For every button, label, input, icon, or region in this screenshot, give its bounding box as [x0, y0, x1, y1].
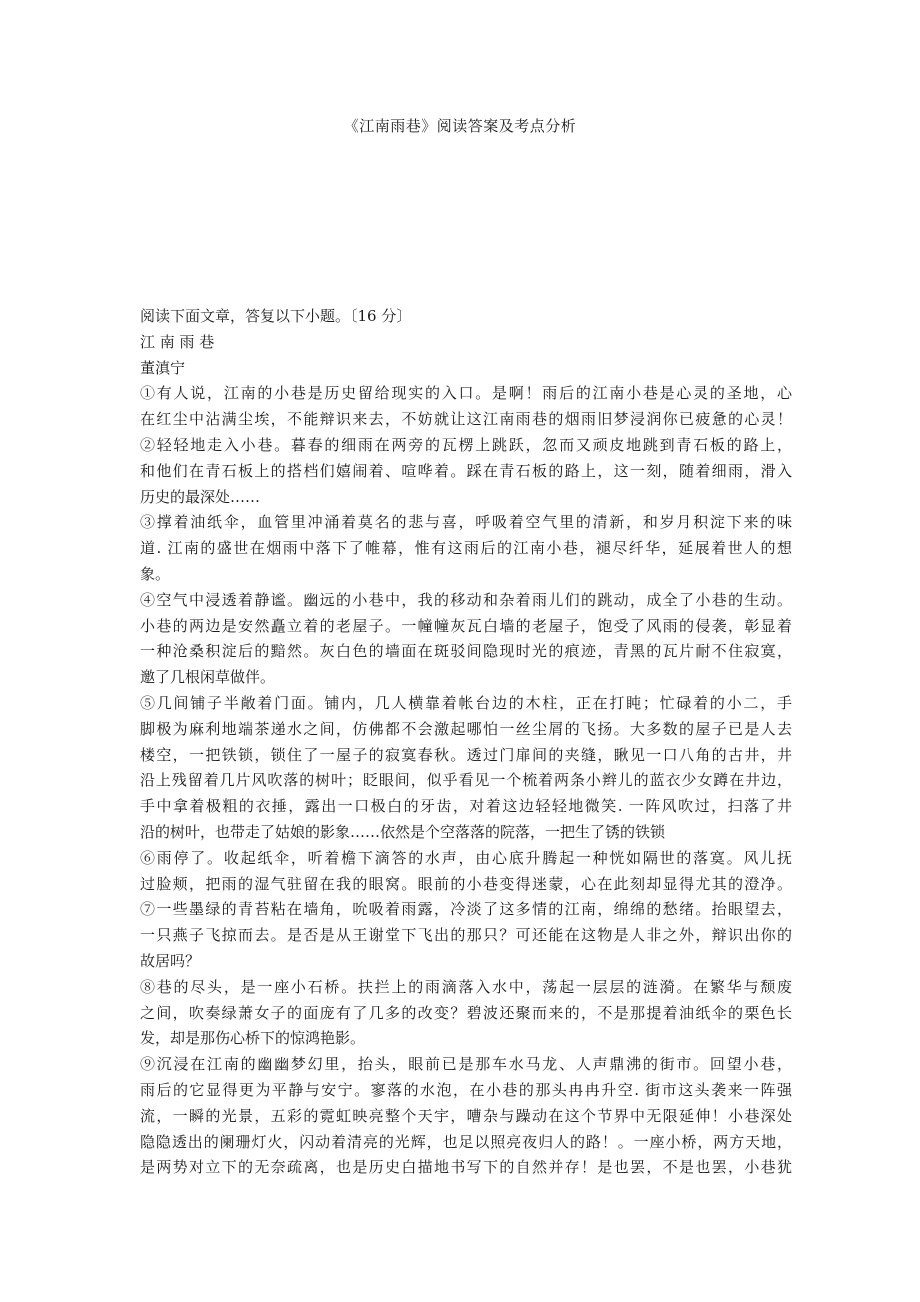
text-line: 流，一瞬的光景，五彩的霓虹映亮整个天宇，嘈杂与躁动在这个节界中无限延伸！小巷深处 [140, 1106, 792, 1125]
text-line: 楼空，一把铁锁，锁住了一屋子的寂寞春秋。透过门扉间的夹缝，瞅见一口八角的古井，井 [140, 745, 792, 764]
text-line: 一只燕子飞掠而去。是否是从王谢堂下飞出的那只？可还能在这物是人非之外，辩识出你的 [140, 926, 792, 945]
text-line: 阅读下面文章，答复以下小题。〔16 分〕 [140, 307, 412, 325]
text-line: ⑨沉浸在江南的幽幽梦幻里，抬头，眼前已是那车水马龙、人声鼎沸的街市。回望小巷， [140, 1055, 792, 1074]
text-line: 脚极为麻利地端茶递水之间，仿佛都不会激起哪怕一丝尘屑的飞扬。大多数的屋子已是人去 [140, 719, 792, 738]
text-line: 沿上残留着几片风吹落的树叶；眨眼间，似乎看见一个梳着两条小辫儿的蓝衣少女蹲在井边， [140, 771, 792, 790]
text-line: ①有人说，江南的小巷是历史留给现实的入口。是啊！雨后的江南小巷是心灵的圣地，心 [140, 384, 792, 403]
text-line: 隐隐透出的阑珊灯火，闪动着清亮的光辉，也足以照亮夜归人的路！。一座小桥，两方天地， [140, 1132, 792, 1151]
text-line: ②轻轻地走入小巷。暮春的细雨在两旁的瓦楞上跳跃，忽而又顽皮地跳到青石板的路上， [140, 435, 792, 454]
text-line: 雨后的它显得更为平静与安宁。寥落的水泡，在小巷的那头冉冉升空. 街市这头袭来一阵强 [140, 1080, 792, 1099]
text-line: 董滇宁 [140, 358, 186, 377]
text-line: ⑥雨停了。收起纸伞，听着檐下滴答的水声，由心底升腾起一种恍如隔世的落寞。风儿抚 [140, 848, 792, 867]
text-line: ④空气中浸透着静谧。幽远的小巷中，我的移动和杂着雨儿们的跳动，成全了小巷的生动。 [140, 590, 792, 609]
text-line: 手中拿着极粗的衣捶，露出一口极白的牙齿，对着这边轻轻地微笑. 一阵风吹过，扫落了井 [140, 797, 792, 816]
text-line: 小巷的两边是安然矗立着的老屋子。一幢幢灰瓦白墙的老屋子，饱受了风雨的侵袭，彰显着 [140, 616, 792, 635]
text-line: 邀了几根闲草做伴。 [140, 668, 276, 687]
text-line: ⑦一些墨绿的青苔粘在墙角，吮吸着雨露，冷淡了这多情的江南，绵绵的愁绪。抬眼望去， [140, 900, 792, 919]
text-line: 过脸颊，把雨的湿气驻留在我的眼窝。眼前的小巷变得迷蒙，心在此刻却显得尤其的澄净。 [140, 874, 792, 893]
text-line: 道. 江南的盛世在烟雨中落下了帷幕，惟有这雨后的江南小巷，褪尽纤华，延展着世人的想 [140, 539, 792, 558]
text-line: ⑤几间铺子半敞着门面。铺内，几人横靠着帐台边的木柱，正在打盹；忙碌着的小二，手 [140, 693, 792, 712]
text-line: 沿的树叶，也带走了姑娘的影象……依然是个空落落的院落，一把生了锈的铁锁 [140, 822, 666, 841]
text-line: ⑧巷的尽头，是一座小石桥。扶拦上的雨滴落入水中，荡起一层层的涟漪。在繁华与颓废 [140, 977, 792, 996]
text-line: 故居吗？ [140, 951, 201, 970]
text-line: 是两势对立下的无奈疏离，也是历史白描地书写下的自然并存！是也罢，不是也罢，小巷犹 [140, 1158, 792, 1177]
text-line: 在红尘中沾满尘埃，不能辩识来去，不妨就让这江南雨巷的烟雨旧梦浸润你已疲惫的心灵！ [140, 410, 792, 429]
text-line: 象。 [140, 564, 171, 583]
text-line: 之间，吹奏绿萧女子的面庞有了几多的改变？碧波还聚而来的，不是那提着油纸伞的栗色长 [140, 1003, 792, 1022]
article-body [140, 304, 792, 1181]
document-title: 《江南雨巷》阅读答案及考点分析 [343, 117, 577, 135]
text-line: ③撑着油纸伞，血管里冲涌着莫名的悲与喜，呼吸着空气里的清新，和岁月积淀下来的味 [140, 513, 792, 532]
text-line: 发，却是那伤心桥下的惊鸿艳影。 [140, 1029, 366, 1048]
text-line: 江 南 雨 巷 [140, 332, 215, 351]
text-line: 和他们在青石板上的搭档们嬉闹着、喧哗着。踩在青石板的路上，这一刻，随着细雨，滑入 [140, 461, 792, 480]
text-line: 历史的最深处…… [140, 487, 261, 506]
text-line: 一种沧桑积淀后的黯然。灰白色的墙面在斑驳间隐现时光的痕迹，青黑的瓦片耐不住寂寞， [140, 642, 792, 661]
